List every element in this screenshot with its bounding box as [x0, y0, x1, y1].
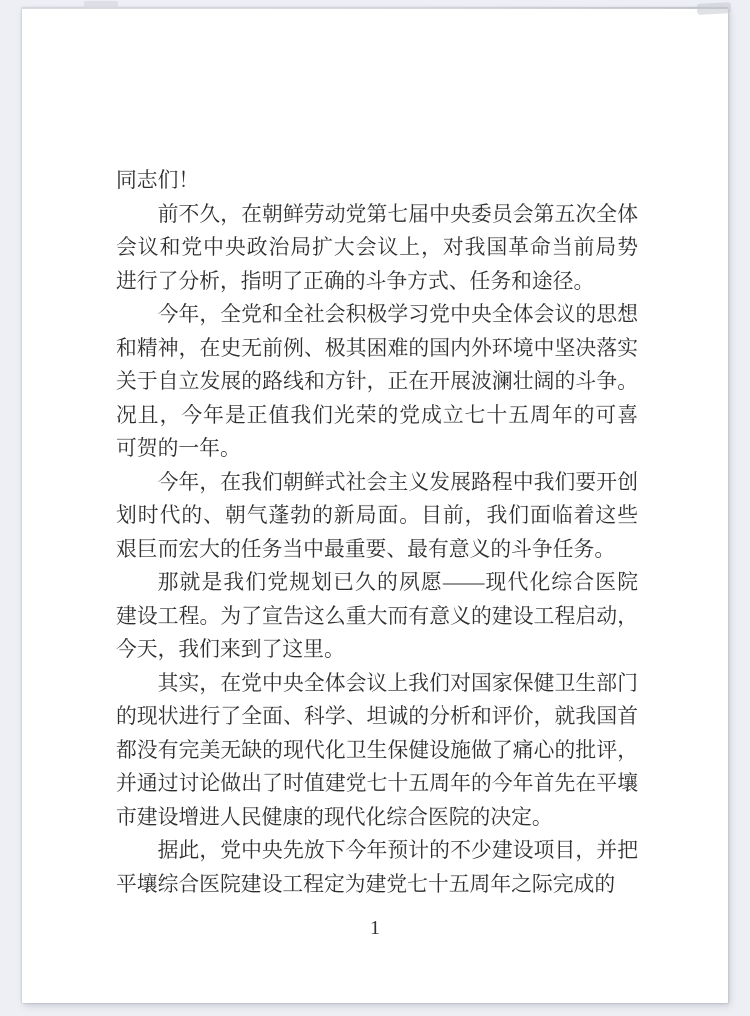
text-line: 和精神，在史无前例、极其困难的国内外环境中坚决落实 — [116, 336, 638, 360]
text-line: 进行了分析，指明了正确的斗争方式、任务和途径。 — [116, 269, 595, 293]
text-line: 的现状进行了全面、科学、坦诚的分析和评价，就我国首 — [116, 705, 638, 728]
text-line: 市建设增进人民健康的现代化综合医院的决定。 — [116, 805, 553, 829]
text-line: 今年，全党和全社会积极学习党中央全体会议的思想 — [157, 303, 638, 326]
text-line: 并通过讨论做出了时值建党七十五周年的今年首先在平壤 — [116, 772, 638, 795]
text-line: 关于自立发展的路线和方针，正在开展波澜壮阔的斗争。 — [116, 370, 638, 393]
text-line: 今年，在我们朝鲜式社会主义发展路程中我们要开创 — [157, 470, 638, 494]
page-number: 1 — [370, 917, 380, 939]
text-line: 建设工程。为了宣告这么重大而有意义的建设工程启动， — [116, 604, 638, 628]
text-line: 同志们！ — [116, 169, 200, 192]
paper-edge-sliver — [84, 1, 118, 8]
text-line: 都没有完美无缺的现代化卫生保健设施做了痛心的批评， — [116, 738, 638, 762]
text-line: 其实，在党中央全体会议上我们对国家保健卫生部门 — [157, 671, 638, 695]
text-line: 艰巨而宏大的任务当中最重要、最有意义的斗争任务。 — [116, 537, 616, 561]
paragraph — [116, 198, 638, 299]
document-page — [22, 8, 728, 1003]
text-line: 今天，我们来到了这里。 — [116, 638, 345, 661]
text-line: 平壤综合医院建设工程定为建党七十五周年之际完成的 — [116, 872, 616, 896]
paragraph — [116, 466, 638, 567]
paragraph — [116, 566, 638, 667]
text-line: 可贺的一年。 — [116, 437, 241, 460]
text-line: 况且，今年是正值我们光荣的党成立七十五周年的可喜 — [116, 403, 638, 427]
text-line: 划时代的、朝气蓬勃的新局面。目前，我们面临着这些 — [116, 504, 638, 527]
paragraph — [116, 164, 638, 198]
paragraph — [116, 667, 638, 835]
paragraph — [116, 298, 638, 466]
paper-corner-smudge — [697, 2, 732, 15]
text-line: 会议和党中央政治局扩大会议上，对我国革命当前局势 — [116, 236, 638, 259]
paragraph — [116, 834, 638, 901]
text-line: 前不久，在朝鲜劳动党第七届中央委员会第五次全体 — [157, 202, 638, 226]
text-line: 据此，党中央先放下今年预计的不少建设项目，并把 — [157, 839, 638, 862]
document-body — [116, 164, 638, 901]
text-line: 那就是我们党规划已久的夙愿——现代化综合医院 — [157, 571, 638, 594]
